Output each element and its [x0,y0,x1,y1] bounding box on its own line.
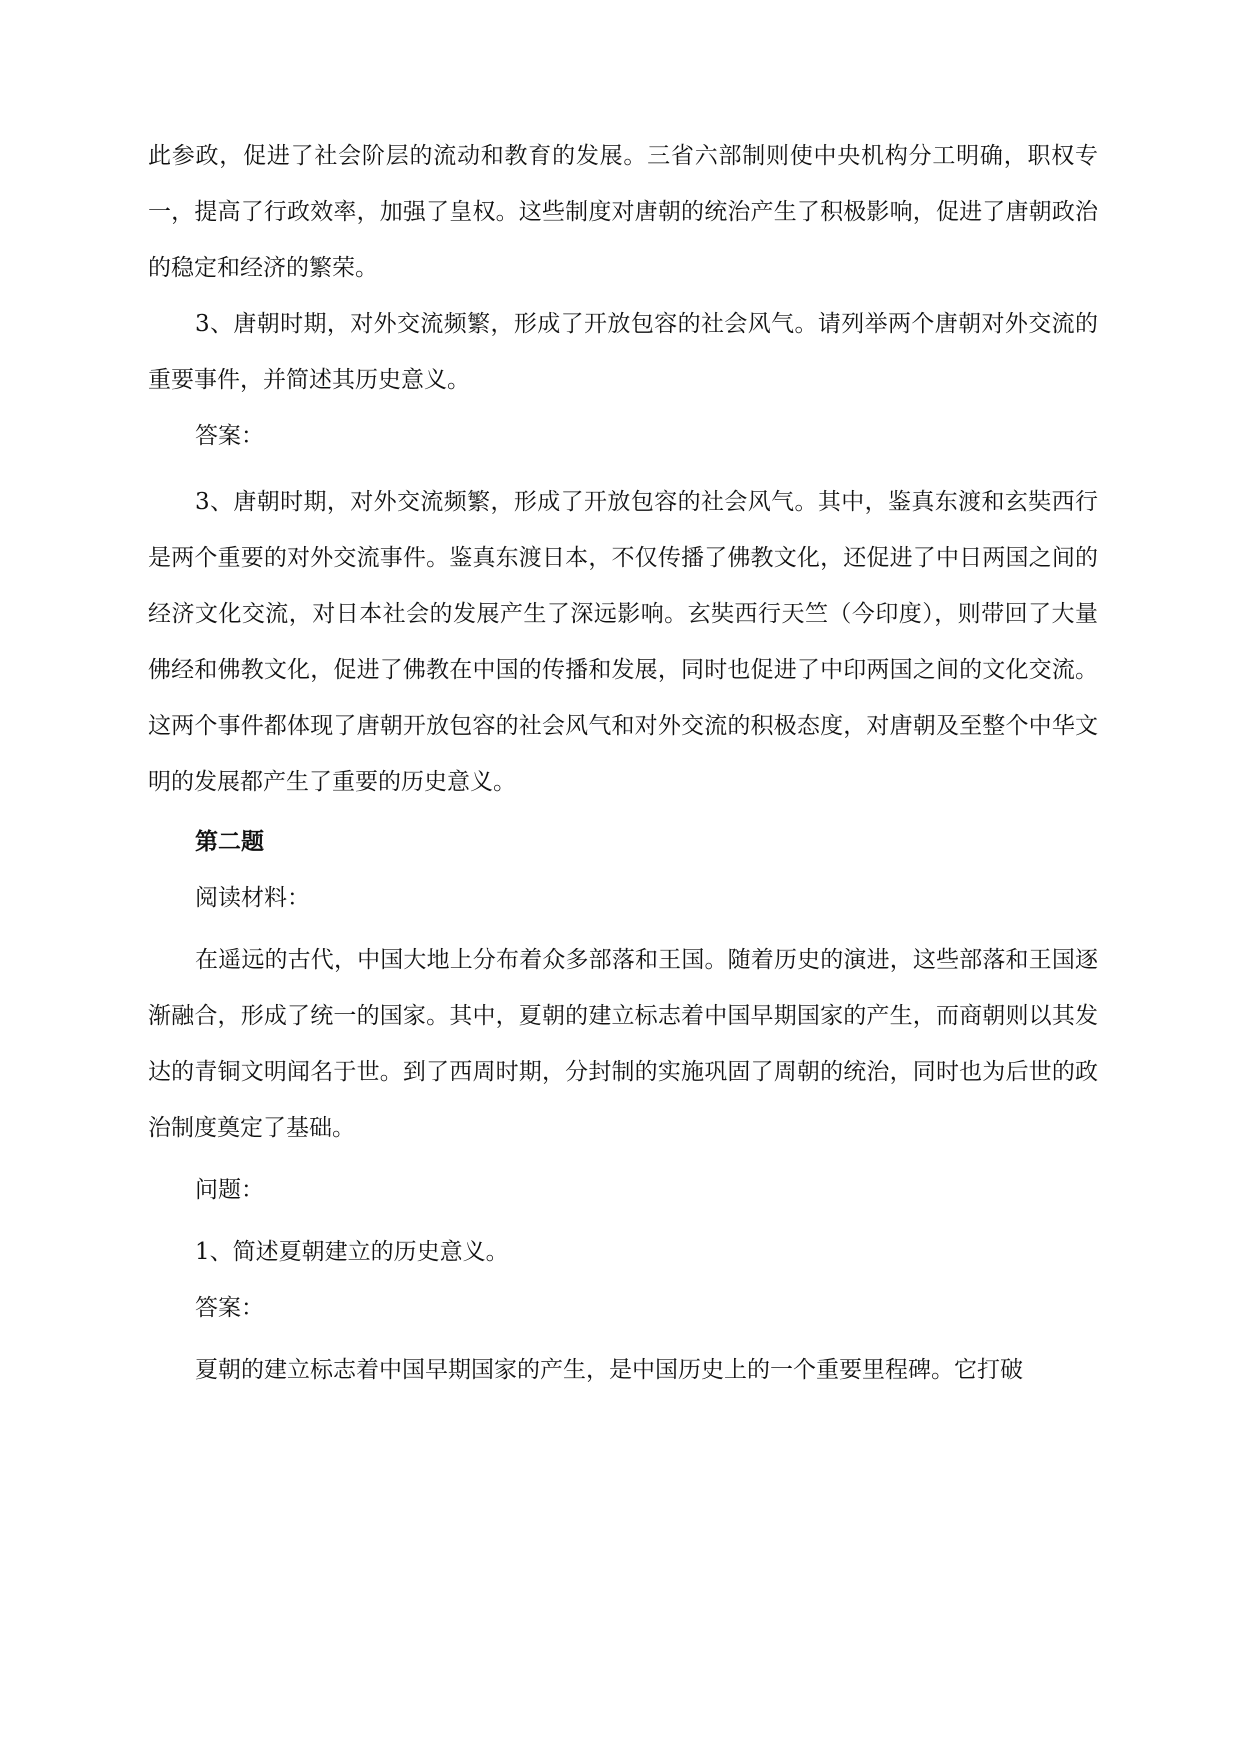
answer-1-partial: 夏朝的建立标志着中国早期国家的产生，是中国历史上的一个重要里程碑。它打破 [195,1357,1023,1383]
answer-label: 答案： [195,1295,264,1321]
question-label: 问题： [195,1177,264,1203]
paragraph-continuation: 此参政，促进了社会阶层的流动和教育的发展。三省六部制则使中央机构分工明确，职权专一，提高了行政效率，加强了皇权。这些制度对唐朝的统治产生了积极影响，促进了唐朝政治的稳定和经济的繁荣。 [148,143,1098,281]
reading-material-label: 阅读材料： [195,885,310,911]
reading-material: 在遥远的古代，中国大地上分布着众多部落和王国。随着历史的演进，这些部落和王国逐渐融合，形成了统一的国家。其中，夏朝的建立标志着中国早期国家的产生，而商朝则以其发达的青铜文明闻名于世。到了西周时期，分封制的实施巩固了周朝的统治，同时也为后世的政治制度奠定了基础。 [148,947,1098,1141]
question-1: 1、简述夏朝建立的历史意义。 [195,1239,509,1265]
section-2-title: 第二题 [195,828,264,855]
answer-3: 3、唐朝时期，对外交流频繁，形成了开放包容的社会风气。其中，鉴真东渡和玄奘西行是两个重要的对外交流事件。鉴真东渡日本，不仅传播了佛教文化，还促进了中日两国之间的经济文化交流，对日本社会的发展产生了深远影响。玄奘西行天竺（今印度），则带回了大量佛经和佛教文化，促进了佛教在中国的传播和发展，同时也促进了中印两国之间的文化交流。这两个事件都体现了唐朝开放包容的社会风气和对外交流的积极态度，对唐朝及至整个中华文明的发展都产生了重要的历史意义。 [148,489,1098,795]
question-3: 3、唐朝时期，对外交流频繁，形成了开放包容的社会风气。请列举两个唐朝对外交流的重要事件，并简述其历史意义。 [148,311,1098,393]
answer-label: 答案： [195,423,264,449]
